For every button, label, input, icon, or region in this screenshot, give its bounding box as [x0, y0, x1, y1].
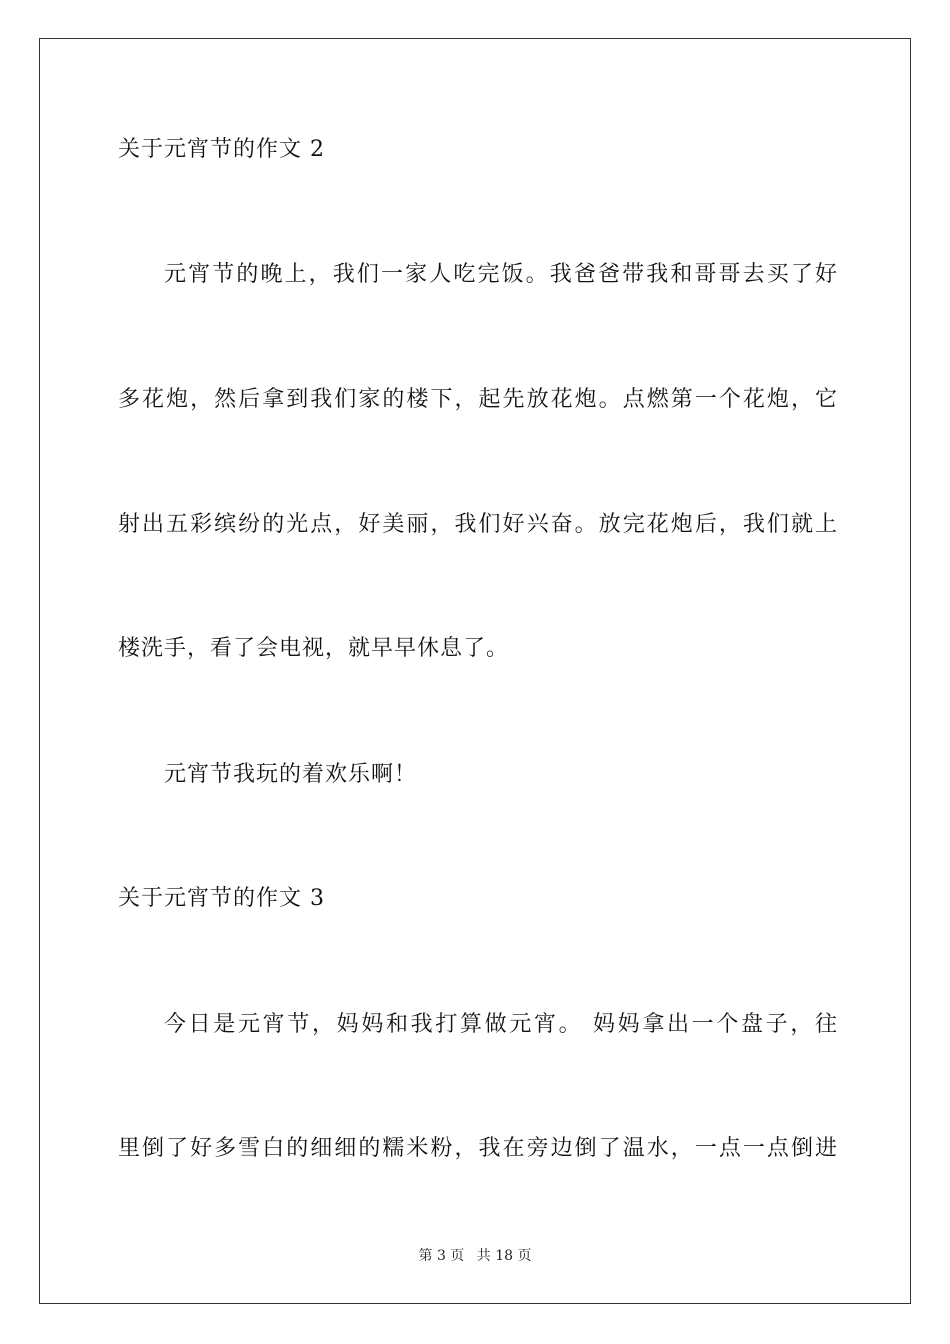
page-footer	[0, 1246, 950, 1266]
paragraph-line: 元宵节的晚上，我们一家人吃完饭。我爸爸带我和哥哥去买了好	[164, 262, 838, 287]
page-number-total: 共 18 页	[476, 1248, 532, 1264]
paragraph-line: 今日是元宵节，妈妈和我打算做元宵。 妈妈拿出一个盘子，往	[164, 1012, 838, 1037]
page-border	[39, 38, 911, 1304]
paragraph-line: 射出五彩缤纷的光点，好美丽，我们好兴奋。放完花炮后，我们就上	[118, 512, 838, 537]
page-number-current: 第 3 页	[418, 1248, 465, 1264]
paragraph-line: 元宵节我玩的着欢乐啊！	[164, 762, 418, 787]
paragraph-line: 楼洗手，看了会电视，就早早休息了。	[118, 636, 510, 661]
section-title-3: 关于元宵节的作文 3	[118, 886, 325, 911]
paragraph-line: 里倒了好多雪白的细细的糯米粉，我在旁边倒了温水，一点一点倒进	[118, 1136, 838, 1161]
section-title-2: 关于元宵节的作文 2	[118, 137, 325, 162]
paragraph-line: 多花炮，然后拿到我们家的楼下，起先放花炮。点燃第一个花炮，它	[118, 387, 838, 412]
